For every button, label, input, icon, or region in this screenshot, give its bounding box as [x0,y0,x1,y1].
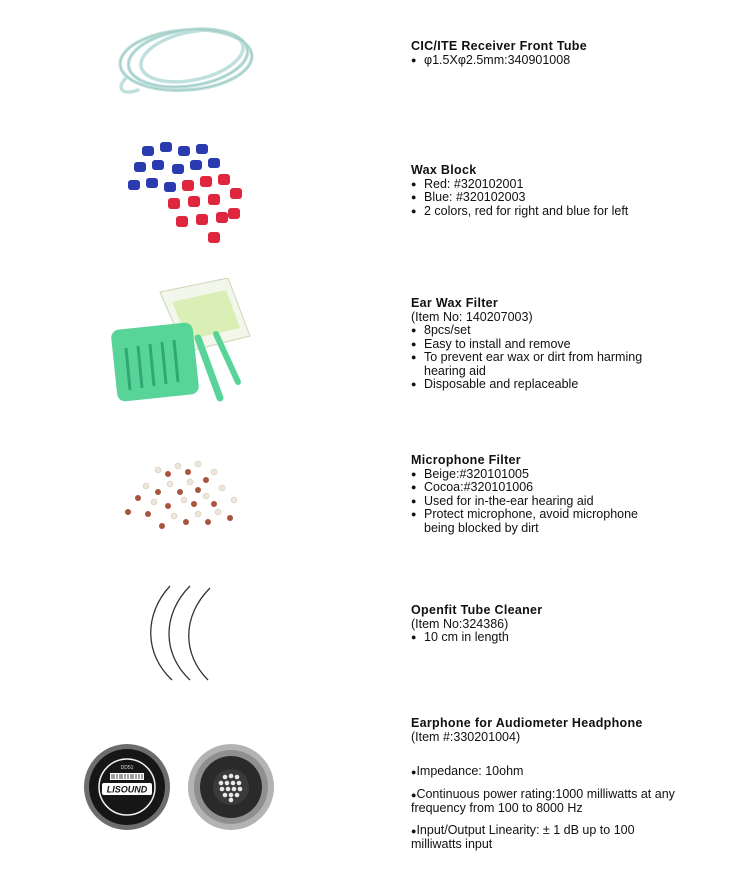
bullet-dot: ● [411,192,417,202]
bullet-dot: ● [411,325,417,335]
bullet-text: Blue: #320102003 [424,190,526,204]
bullet-text: Protect microphone, avoid microphone being blocked by dirt [424,507,639,535]
bullet-item [411,508,644,535]
bullet-dot: ● [411,338,417,349]
bullet-dot: ● [411,825,417,836]
tube-cleaner-text [411,604,542,645]
bullet-item [411,338,674,352]
bullet-text: 8pcs/set [424,323,471,337]
receiver-tube-image [108,18,268,98]
product-title: Openfit Tube Cleaner [411,603,543,617]
bullet-text: Used for in-the-ear hearing aid [424,493,594,508]
bullet-item [411,495,644,509]
bullet-dot: ● [411,379,417,389]
bullet-item [411,324,674,338]
product-item-number: (Item No:324386) [411,616,509,631]
bullet-dot: ● [411,468,417,479]
bullet-item [411,54,587,68]
earphone-back-image [186,742,276,832]
product-title: Earphone for Audiometer Headphone [411,716,643,730]
earphone-logo: LISOUND [106,784,148,795]
bullet-dot: ● [411,482,417,492]
bullet-text: Disposable and replaceable [424,377,579,391]
product-title: Ear Wax Filter [411,296,499,310]
earphone-front-image [82,742,172,832]
product-title: Wax Block [411,163,477,177]
bullet-text: φ1.5Xφ2.5mm:340901008 [424,52,571,67]
bullet-item [411,481,644,495]
bullet-item [411,205,628,219]
bullet-item [411,191,628,205]
bullet-dot: ● [411,789,417,800]
bullet-text: 10 cm in length [424,630,509,644]
microphone-filter-text [411,454,644,535]
bullet-item [411,378,674,392]
bullet-text: Red: #320102001 [424,176,524,191]
bullet-dot: ● [411,767,417,777]
bullet-item [411,351,674,378]
bullet-dot: ● [411,509,417,519]
spec-item [411,824,671,852]
earphone-text [411,717,711,852]
bullet-text: Impedance: 10ohm [416,764,524,778]
bullet-text: Easy to install and remove [424,336,571,351]
bullet-dot: ● [411,495,417,506]
product-title: Microphone Filter [411,453,521,467]
ear-wax-filter-image [108,278,258,408]
bullet-dot: ● [411,54,417,65]
bullet-item [411,631,542,645]
bullet-text: Cocoa:#320101006 [424,480,534,494]
product-item-number: (Item No: 140207003) [411,309,533,324]
bullet-dot: ● [411,178,417,189]
bullet-dot: ● [411,632,417,642]
spec-item [411,788,711,816]
product-item-number: (Item #:330201004) [411,729,521,744]
wax-block-image [122,140,252,250]
microphone-filter-image [118,456,258,536]
wax-block-text [411,164,628,218]
bullet-text: Input/Output Linearity: ± 1 dB up to 100 milliwatts input [411,822,635,851]
bullet-item [411,468,644,482]
tube-cleaner-image [142,584,222,684]
bullet-item [411,178,628,192]
bullet-text: To prevent ear wax or dirt from harming hearing aid [424,350,643,378]
bullet-text: Continuous power rating:1000 milliwatts at any frequency from 100 to 8000 Hz [411,786,675,815]
earphone-code: DD51 [120,765,134,771]
bullet-text: 2 colors, red for right and blue for left [424,203,629,218]
receiver-tube-text [411,40,587,67]
bullet-dot: ● [411,205,417,216]
ear-wax-filter-text [411,297,674,392]
bullet-dot: ● [411,352,417,362]
spec-item [411,765,711,780]
product-title: CIC/ITE Receiver Front Tube [411,39,587,53]
bullet-text: Beige:#320101005 [424,466,529,481]
